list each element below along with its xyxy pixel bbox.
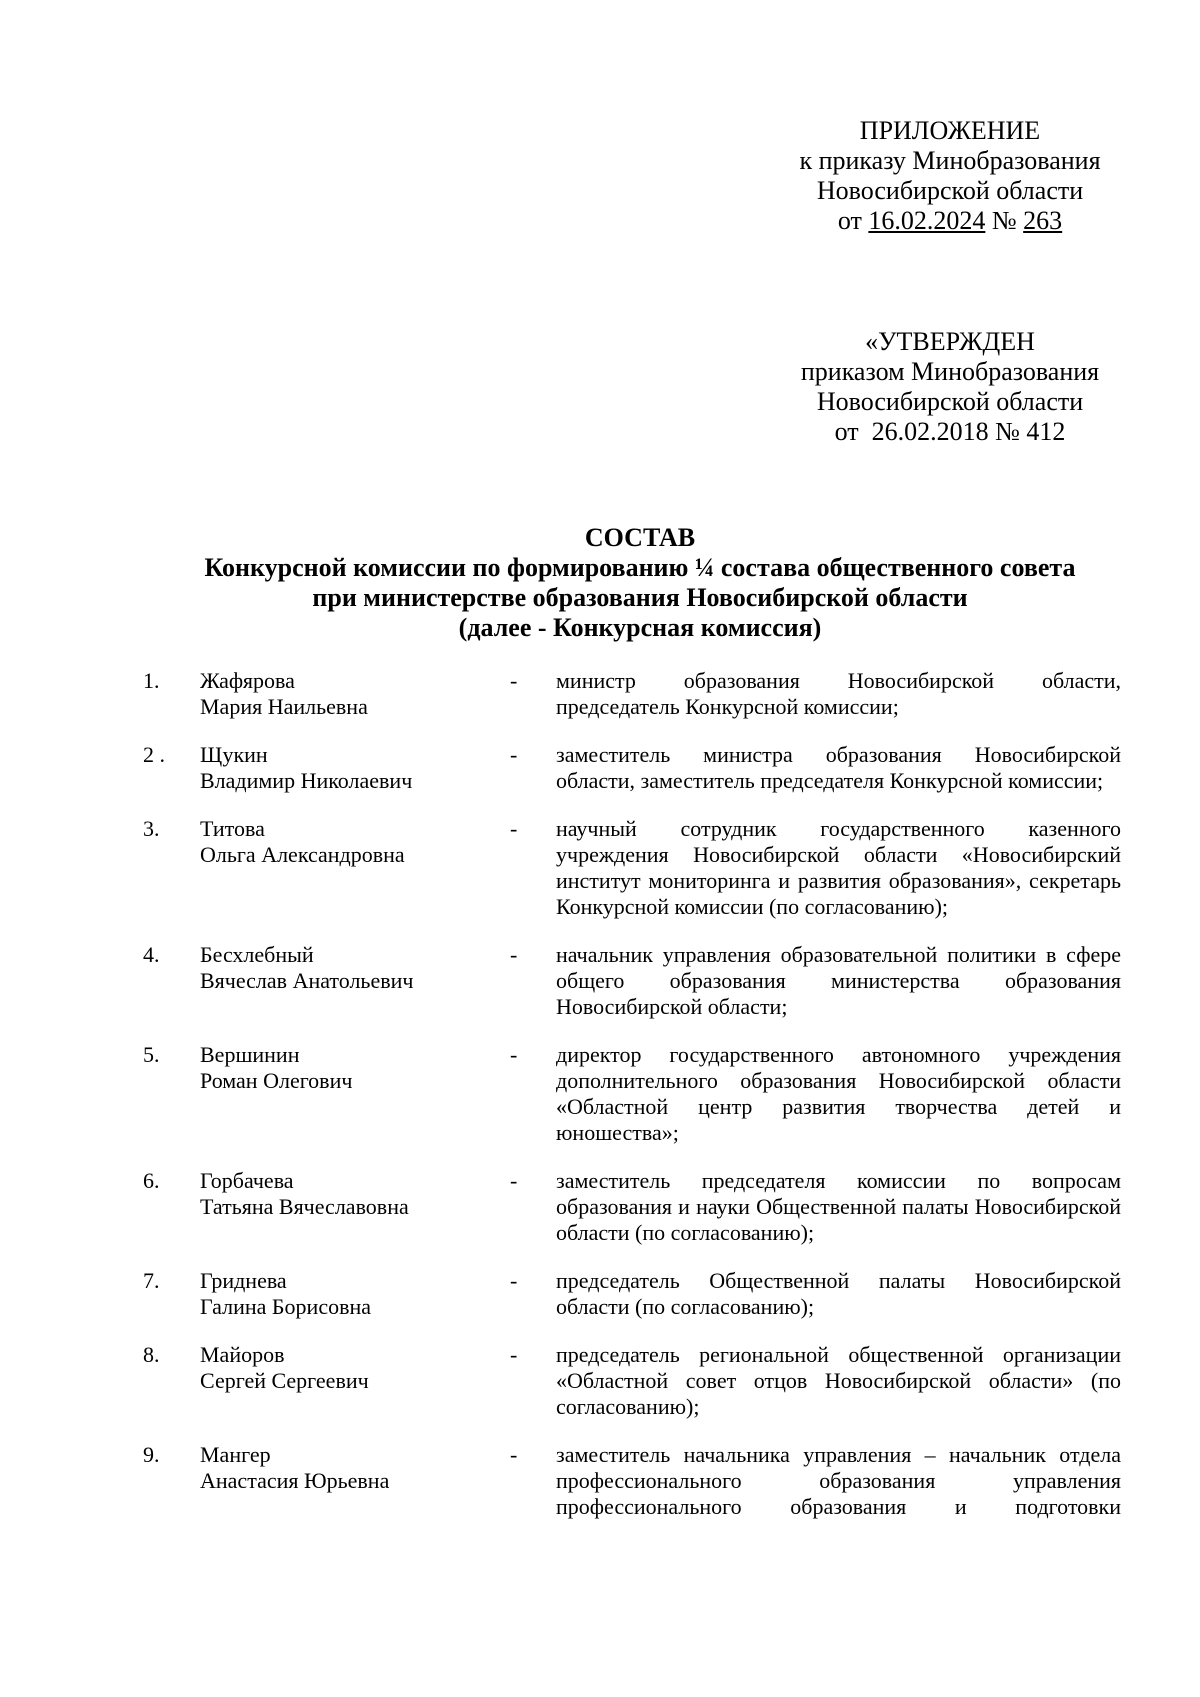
member-surname: Вершинин	[200, 1042, 300, 1067]
member-number: 5.	[143, 1042, 160, 1067]
member-role: директор государственного автономного учреждения дополнительного образования Новосибирской области «Областной центр развития творчества детей и юношества»;	[556, 1042, 1121, 1145]
appendix-title: ПРИЛОЖЕНИЕ	[859, 116, 1041, 145]
member-number: 6.	[143, 1168, 160, 1193]
appendix-number: 263	[1023, 206, 1063, 235]
member-given-names: Ольга Александровна	[200, 842, 405, 867]
member-row	[0, 942, 1200, 1020]
member-role: председатель Общественной палаты Новосибирской области (по согласованию);	[556, 1268, 1121, 1319]
member-name	[200, 1342, 490, 1394]
member-row	[0, 816, 1200, 920]
member-row	[0, 1268, 1200, 1320]
heading-line-1: Конкурсной комиссии по формированию ¼ состава общественного совета	[204, 553, 1076, 582]
member-number: 1.	[143, 668, 160, 693]
member-dash: -	[510, 668, 518, 693]
member-surname: Майоров	[200, 1342, 285, 1367]
member-dash: -	[510, 1268, 518, 1293]
member-given-names: Владимир Николаевич	[200, 768, 413, 793]
member-name	[200, 742, 490, 794]
member-dash: -	[510, 1442, 518, 1467]
member-role: заместитель министра образования Новосибирской области, заместитель председателя Конкурсной комиссии;	[556, 742, 1121, 793]
member-dash: -	[510, 816, 518, 841]
member-dash: -	[510, 1342, 518, 1367]
member-row	[0, 1342, 1200, 1420]
member-number: 9.	[143, 1442, 160, 1467]
member-given-names: Вячеслав Анатольевич	[200, 968, 414, 993]
member-given-names: Сергей Сергеевич	[200, 1368, 369, 1393]
member-role: председатель региональной общественной организации «Областной совет отцов Новосибирской области» (по согласованию);	[556, 1342, 1121, 1419]
member-name	[200, 1268, 490, 1320]
approved-title: «УТВЕРЖДЕН	[865, 327, 1035, 356]
appendix-block	[760, 116, 1140, 236]
member-dash: -	[510, 742, 518, 767]
member-surname: Мангер	[200, 1442, 271, 1467]
heading-line-2: при министерстве образования Новосибирской области	[312, 583, 968, 612]
member-dash: -	[510, 942, 518, 967]
member-surname: Горбачева	[200, 1168, 294, 1193]
member-row	[0, 1042, 1200, 1146]
member-name	[200, 1442, 490, 1494]
member-given-names: Татьяна Вячеславовна	[200, 1194, 409, 1219]
member-surname: Титова	[200, 816, 265, 841]
member-number: 7.	[143, 1268, 160, 1293]
member-name	[200, 816, 490, 868]
member-role: заместитель председателя комиссии по вопросам образования и науки Общественной палаты Новосибирской области (по согласованию);	[556, 1168, 1121, 1245]
member-given-names: Мария Наильевна	[200, 694, 368, 719]
member-surname: Щукин	[200, 742, 268, 767]
member-row	[0, 742, 1200, 794]
member-surname: Бесхлебный	[200, 942, 314, 967]
member-role: научный сотрудник государственного казенного учреждения Новосибирской области «Новосибирский институт мониторинга и развития образования», секретарь Конкурсной комиссии (по согласованию);	[556, 816, 1121, 919]
appendix-date-prefix: от	[837, 206, 862, 235]
member-name	[200, 668, 490, 720]
member-row	[0, 1442, 1200, 1520]
member-name	[200, 1042, 490, 1094]
member-role: министр образования Новосибирской области, председатель Конкурсной комиссии;	[556, 668, 1121, 719]
approved-date-line: от 26.02.2018 № 412	[834, 417, 1066, 446]
member-number: 3.	[143, 816, 160, 841]
approved-line-1: приказом Минобразования	[800, 357, 1100, 386]
heading-line-3: (далее - Конкурсная комиссия)	[458, 613, 822, 642]
document-heading	[150, 523, 1130, 643]
member-row	[0, 668, 1200, 720]
members-list	[0, 668, 1200, 1520]
member-role: начальник управления образовательной политики в сфере общего образования министерства образования Новосибирской области;	[556, 942, 1121, 1019]
member-given-names: Анастасия Юрьевна	[200, 1468, 390, 1493]
approved-block	[760, 327, 1140, 447]
heading-title: СОСТАВ	[584, 523, 696, 552]
member-number: 8.	[143, 1342, 160, 1367]
appendix-date-line	[760, 206, 1140, 236]
member-row	[0, 1168, 1200, 1246]
member-number: 2 .	[143, 742, 165, 767]
member-role: заместитель начальника управления – начальник отдела профессионального образования управления профессионального образования и подготовки	[556, 1442, 1121, 1519]
member-dash: -	[510, 1042, 518, 1067]
member-surname: Гриднева	[200, 1268, 287, 1293]
appendix-number-prefix: №	[991, 206, 1017, 235]
member-given-names: Галина Борисовна	[200, 1294, 372, 1319]
member-name	[200, 1168, 490, 1220]
appendix-line-2: Новосибирской области	[816, 176, 1084, 205]
appendix-date: 16.02.2024	[868, 206, 986, 235]
member-name	[200, 942, 490, 994]
member-surname: Жафярова	[200, 668, 295, 693]
member-number: 4.	[143, 942, 160, 967]
member-given-names: Роман Олегович	[200, 1068, 353, 1093]
member-dash: -	[510, 1168, 518, 1193]
appendix-line-1: к приказу Минобразования	[799, 146, 1101, 175]
approved-line-2: Новосибирской области	[816, 387, 1084, 416]
